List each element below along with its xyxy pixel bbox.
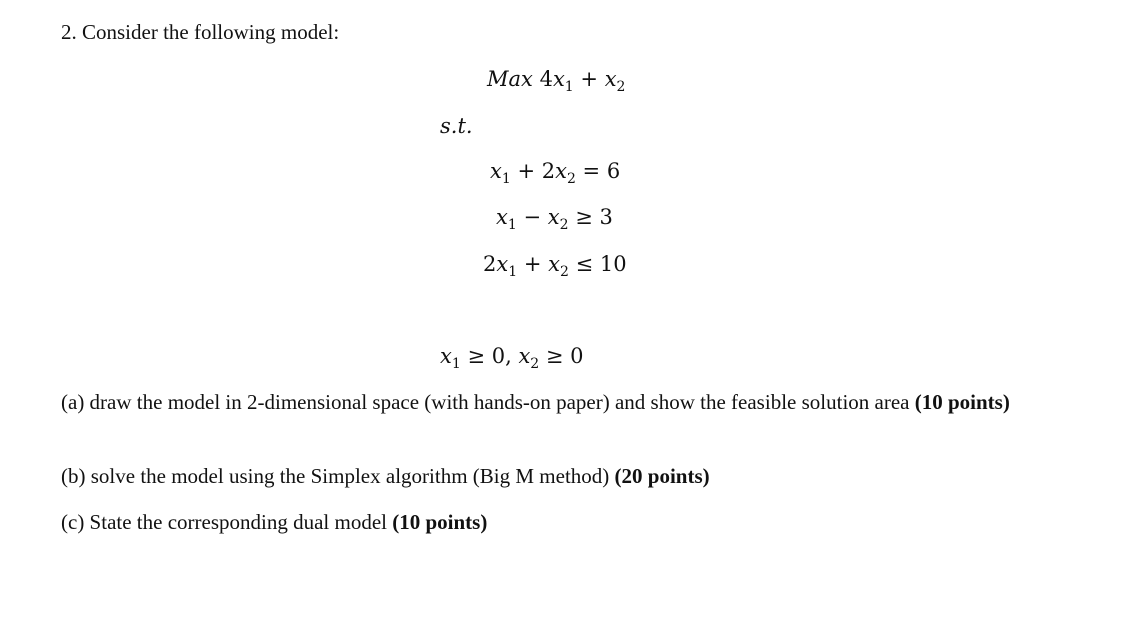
part-a-points: (10 points) — [914, 390, 1010, 414]
constraint-3: $2x_1 + x_2 \le 10$ — [483, 252, 627, 280]
question-heading: 2. Consider the following model: — [61, 20, 340, 44]
part-a — [61, 388, 1051, 416]
part-c-text: (c) State the corresponding dual model — [61, 510, 387, 534]
objective-function: Max $4x_1 + x_2$ — [487, 67, 626, 95]
nonnegativity-constraint: $x_1 \ge 0$, $x_2 \ge 0$ — [440, 344, 584, 372]
part-b-points: (20 points) — [614, 464, 710, 488]
objective-keyword: Max — [487, 67, 533, 91]
constraint-2-rhs: ≥ 3 — [575, 205, 613, 229]
part-b-text: (b) solve the model using the Simplex algorithm (Big M method) — [61, 464, 610, 488]
part-a-text: (a) draw the model in 2-dimensional space (with hands-on paper) and show the feasible solution area — [61, 390, 910, 414]
subject-to-label: s.t. — [440, 114, 473, 138]
part-c — [61, 508, 1061, 536]
part-b — [61, 462, 1061, 490]
objective-coef: 4 — [539, 67, 553, 91]
constraint-3-rhs: ≤ 10 — [575, 252, 627, 276]
part-c-points: (10 points) — [392, 510, 488, 534]
constraint-1: $x_1 + 2x_2 = 6$ — [490, 159, 621, 187]
constraint-1-rhs: = 6 — [582, 159, 621, 183]
constraint-2: $x_1 - x_2 \ge 3$ — [496, 205, 613, 233]
